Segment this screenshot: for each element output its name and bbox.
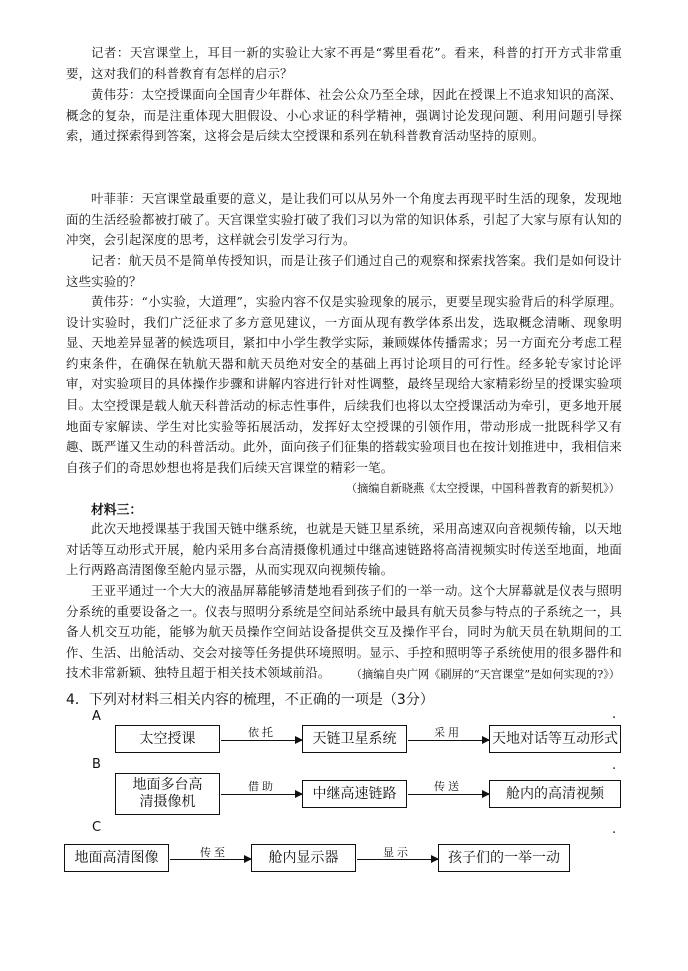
- source-citation-2: （摘编自央广网《刷屏的“天宫课堂”是如何实现的?》）: [350, 668, 620, 681]
- paragraph-material3-2: 王亚平通过一个大大的液晶屏幕能够清楚地看到孩子们的一举一动。这个大屏幕就是仪表与照明分系统的重要设备之一。仪表与照明分系统是空间站系统中最具有航天员参与特点的子系统之一，具备人机交互功能，能够为航天员操作空间站设备提供交互及操作平台，同时为航天员在轨期间的工作、生活、出舱活动、交会对接等任务提供环境照明。显示、手控和照明等子系统使用的很多器件和技术非常新颖、独特且超于相关技术领域前沿。: [66, 583, 622, 681]
- paragraph-reporter-q2: 记者：航天员不是简单传授知识，而是让孩子们通过自己的观察和探索找答案。我们是如何设计这些实验的？: [66, 253, 622, 289]
- option-a-box-3: 天地对话等互动形式: [489, 725, 621, 753]
- option-a-dot: .: [612, 707, 617, 722]
- option-a-label: A: [92, 709, 101, 724]
- paragraph-material3-1: 此次天地授课基于我国天链中继系统，也就是天链卫星系统，采用高速双向音视频传输，以天地对话等互动形式开展，舱内采用多台高清摄像机通过中继高速链路将高清视频实时传送至地面，地面上行两路高清图像至舱内显示器，从而实现双向视频传输。: [66, 521, 622, 578]
- option-a-arrow-2-label: 采用: [434, 726, 462, 739]
- option-c-box-2: 舱内显示器: [251, 844, 356, 872]
- paragraph-huang-2: 黄伟芬：“小实验，大道理”，实验内容不仅是实验现象的展示，更要呈现实验背后的科学原理。设计实验时，我们广泛征求了多方意见建议，一方面从现有教学体系出发，选取概念清晰、现象明显、天地差异显著的候选项目，紧扣中小学生教学实际，兼顾媒体传播需求；另一方面充分考虑工程约束条件，在确保在轨航天器和航天员绝对安全的基础上再讨论项目的可行性。经多轮专家讨论评审，对实验项目的具体操作步骤和讲解内容进行针对性调整，最终呈现给大家精彩纷呈的授课实验项目。: [66, 294, 622, 412]
- source-citation-1: （摘编自新晓燕《太空授课，中国科普教育的新契机》）: [345, 482, 620, 495]
- paragraph-huang-1: 黄伟芬：太空授课面向全国青少年群体、社会公众乃至全球，因此在授课上不追求知识的高深、概念的复杂，而是注重体现大胆假设、小心求证的科学精神，强调讨论发现问题、利用问题引导探索，通过探索得到答案，这将会是后续太空授课和系列在轨科普教育活动坚持的原则。: [66, 87, 622, 144]
- option-a-box-1: 太空授课: [115, 725, 220, 753]
- option-c-arrow-1: [170, 859, 251, 860]
- option-a-arrow-1-label: 依托: [248, 726, 276, 739]
- option-c-dot: .: [612, 822, 617, 837]
- option-c-arrow-2: [357, 859, 438, 860]
- option-b-arrow-1: [221, 794, 302, 795]
- option-b-arrow-2-label: 传送: [434, 780, 462, 793]
- option-b-dot: .: [612, 758, 617, 773]
- question-4: 4．下列对材料三相关内容的梳理，不正确的一项是（3分）: [66, 692, 434, 708]
- option-b-box-2: 中继高速链路: [302, 780, 407, 808]
- paragraph-reporter-q1: 记者：天宫课堂上，耳目一新的实验让大家不再是“雾里看花”。看来，科普的打开方式非常重要，这对我们的科普教育有怎样的启示？: [66, 45, 622, 81]
- option-b-label: B: [92, 757, 101, 772]
- option-a-arrow-1: [221, 740, 302, 741]
- material-three-heading: 材料三：: [91, 503, 143, 518]
- option-c-box-1: 地面高清图像: [64, 844, 169, 872]
- option-b-box-1: 地面多台高清摄像机: [115, 773, 220, 815]
- paragraph-conclusion: 太空授课是载人航天科普活动的标志性事件，后续我们也将以太空授课活动为牵引，更多地开展地面专家解读、学生对比实验等拓展活动，发挥好太空授课的引领作用，带动形成一批既科学又有趣、既严谨又生动的科普活动。此外，面向孩子们征集的搭载实验项目也在按计划推进中，我相信来自孩子们的奇思妙想也将是我们后续天宫课堂的精彩一笔。: [66, 398, 622, 475]
- option-b-box-3: 舱内的高清视频: [489, 780, 621, 808]
- option-c-arrow-1-label: 传至: [200, 846, 228, 859]
- option-a-box-2: 天链卫星系统: [302, 725, 407, 753]
- paragraph-ye-1: 叶菲菲：天宫课堂最重要的意义，是让我们可以从另外一个角度去再现平时生活的现象，发现地面的生活经验都被打破了。天宫课堂实验打破了我们习以为常的知识体系，引起了大家与原有认知的冲突，会引起深度的思考，这样就会引发学习行为。: [66, 191, 622, 248]
- option-c-arrow-2-label: 显示: [383, 846, 411, 859]
- option-a-arrow-2: [408, 740, 489, 741]
- option-c-box-3: 孩子们的一举一动: [438, 844, 570, 872]
- option-b-arrow-1-label: 借助: [248, 780, 276, 793]
- option-b-arrow-2: [408, 794, 489, 795]
- option-c-label: C: [92, 820, 102, 835]
